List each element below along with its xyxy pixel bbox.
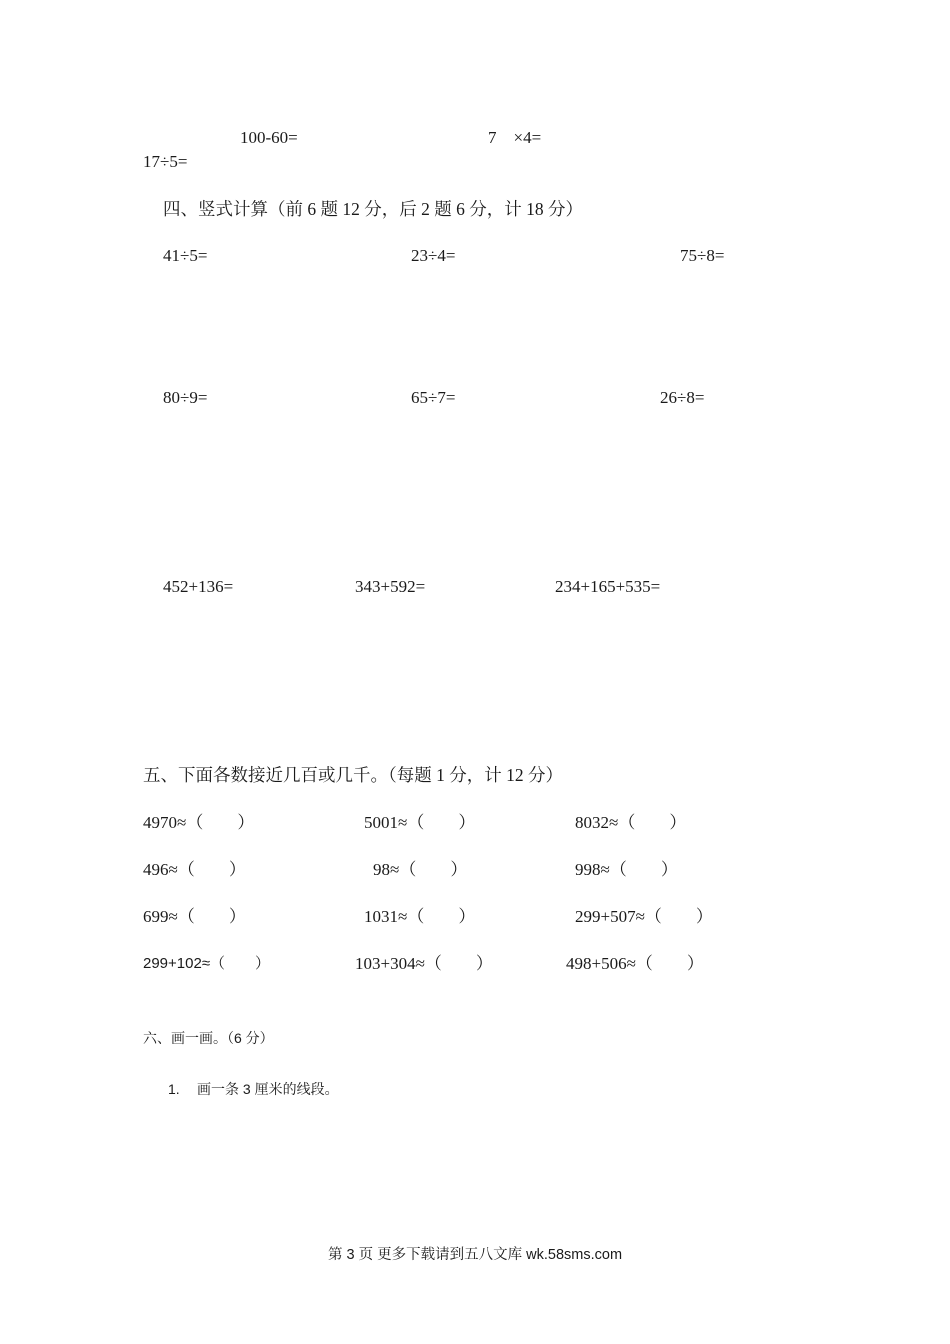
vertical-calc-7: 452+136= [163,577,234,596]
estimate-item: 299+102≈（ ） [143,955,271,972]
estimate-item: 998≈（ ） [575,860,678,879]
estimate-item: 299+507≈（ ） [575,907,713,926]
section-5-heading: 五、下面各数接近几百或几千。（每题 1 分，计 12 分） [143,765,563,785]
section-6-heading: 六、画一画。（6 分） [143,1030,274,1046]
vertical-calc-6: 26÷8= [660,388,705,407]
estimate-item: 8032≈（ ） [575,813,687,832]
vertical-calc-4: 80÷9= [163,388,208,407]
estimate-item: 5001≈（ ） [364,813,476,832]
vertical-calc-9: 234+165+535= [555,577,661,596]
item-number: 1. [168,1081,180,1097]
oral-calc-item-2: 7 ×4= [488,128,542,147]
estimate-item: 4970≈（ ） [143,813,255,832]
vertical-calc-2: 23÷4= [411,246,456,265]
estimate-item: 498+506≈（ ） [566,954,704,973]
vertical-calc-3: 75÷8= [680,246,725,265]
draw-instruction: 画一条 3 厘米的线段。 [197,1081,339,1097]
estimate-item: 103+304≈（ ） [355,954,493,973]
section-4-heading: 四、竖式计算（前 6 题 12 分，后 2 题 6 分，计 18 分） [163,199,583,219]
oral-calc-item-3: 17÷5= [143,152,188,171]
vertical-calc-1: 41÷5= [163,246,208,265]
estimate-item: 1031≈（ ） [364,907,476,926]
page-footer: 第 3 页 更多下载请到五八文库 wk.58sms.com [327,1247,623,1263]
oral-calc-item-1: 100-60= [240,128,298,147]
estimate-item: 699≈（ ） [143,907,246,926]
vertical-calc-8: 343+592= [355,577,426,596]
vertical-calc-5: 65÷7= [411,388,456,407]
estimate-item: 496≈（ ） [143,860,246,879]
estimate-item: 98≈（ ） [373,860,468,879]
